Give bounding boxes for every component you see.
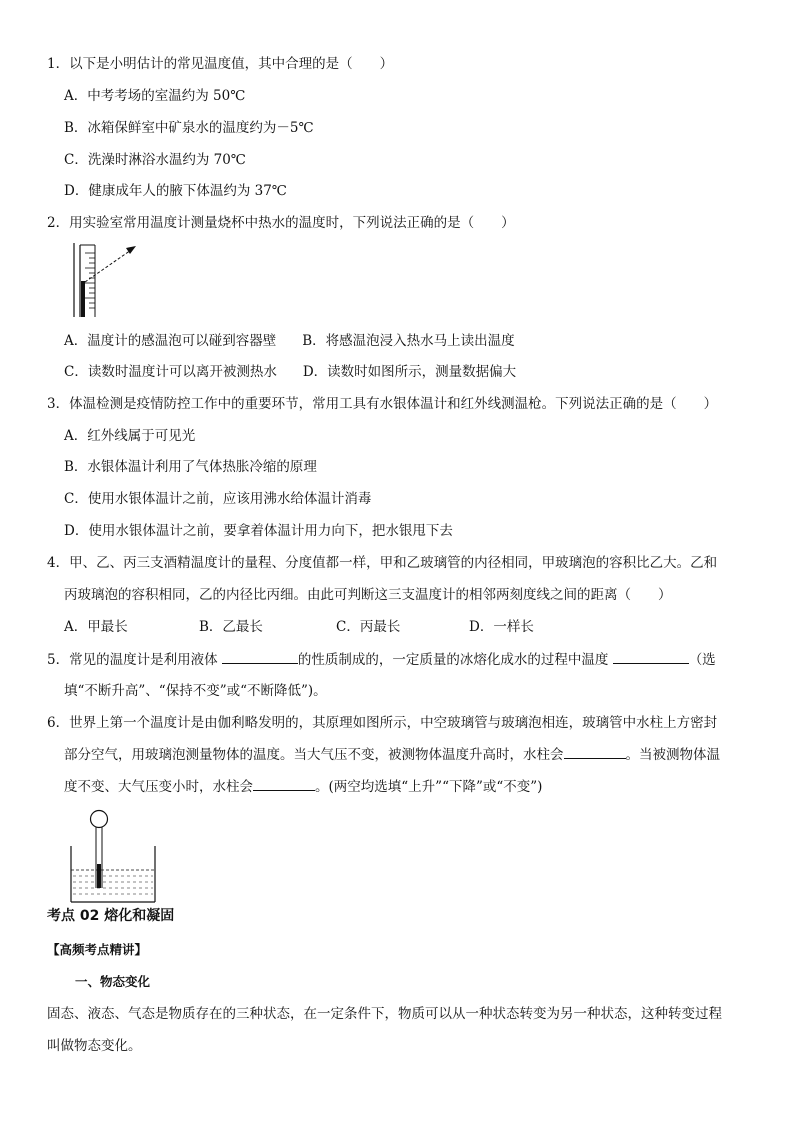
section-title: 考点 02 熔化和凝固 — [47, 908, 175, 924]
q4-option-b: B．乙最长 — [199, 619, 263, 635]
q6-line2 — [64, 744, 720, 765]
thermometer-reading-figure — [64, 241, 154, 319]
q5-line1 — [47, 649, 716, 670]
q6-blank-1[interactable] — [564, 744, 626, 759]
q6-blank-2[interactable] — [253, 776, 315, 791]
q2-option-d: D．读数时如图所示，测量数据偏大 — [302, 364, 517, 380]
q4-option-c: C．丙最长 — [336, 619, 401, 635]
q5-blank-2[interactable] — [613, 649, 689, 664]
q6-text-3a: 度不变、大气压变小时，水柱会 — [64, 779, 253, 795]
q5-text-1: 5．常见的温度计是利用液体 — [47, 652, 222, 668]
q4-line2: 丙玻璃泡的容积相同，乙的内径比丙细。由此可判断这三支温度计的相邻两刻度线之间的距离（ ） — [64, 587, 672, 603]
q5-blank-1[interactable] — [222, 649, 298, 664]
q1-stem: 1．以下是小明估计的常见温度值，其中合理的是（ ） — [47, 56, 394, 72]
q2-option-b: B．将感温泡浸入热水马上读出温度 — [302, 333, 515, 349]
q6-line1: 6．世界上第一个温度计是由伽利略发明的，其原理如图所示，中空玻璃管与玻璃泡相连，玻璃管中水柱上方密封 — [47, 715, 718, 731]
section-heading: 一、物态变化 — [75, 974, 151, 989]
q1-option-b: B．冰箱保鲜室中矿泉水的温度约为－5℃ — [64, 120, 314, 136]
q2-stem: 2．用实验室常用温度计测量烧杯中热水的温度时，下列说法正确的是（ ） — [47, 215, 515, 231]
q1-option-a: A．中考考场的室温约为 50℃ — [64, 88, 246, 104]
section-paragraph-line2: 叫做物态变化。 — [47, 1038, 142, 1054]
q4-line1: 4．甲、乙、丙三支酒精温度计的量程、分度值都一样，甲和乙玻璃管的内径相同，甲玻璃泡的容积比乙大。乙和 — [47, 555, 718, 571]
q5-line2: 填“不断升高”、“保持不变”或“不断降低”)。 — [64, 683, 327, 699]
q2-option-a: A．温度计的感温泡可以碰到容器壁 — [64, 333, 277, 349]
section-paragraph-line1: 固态、液态、气态是物质存在的三种状态，在一定条件下，物质可以从一种状态转变为另一种状态，这种转变过程 — [47, 1006, 722, 1022]
q3-stem: 3．体温检测是疫情防控工作中的重要环节，常用工具有水银体温计和红外线测温枪。下列说法正确的是（ ） — [47, 396, 718, 412]
q4-option-d: D．一样长 — [469, 619, 534, 635]
q6-text-2a: 部分空气，用玻璃泡测量物体的温度。当大气压不变，被测物体温度升高时，水柱会 — [64, 747, 564, 763]
q2-options-row2 — [64, 362, 516, 382]
section-subtitle: 【高频考点精讲】 — [47, 942, 148, 957]
q5-text-2: 的性质制成的，一定质量的冰熔化成水的过程中温度 — [297, 652, 613, 668]
q4-option-a: A．甲最长 — [64, 619, 128, 635]
q5-text-3: （选 — [688, 652, 716, 668]
q2-option-c: C．读数时温度计可以离开被测热水 — [64, 364, 277, 380]
q3-option-c: C．使用水银体温计之前，应该用沸水给体温计消毒 — [64, 491, 372, 507]
q4-options-row — [64, 617, 534, 637]
galileo-thermoscope-figure — [69, 806, 159, 906]
q6-text-2b: 。当被测物体温 — [625, 747, 720, 763]
q3-option-d: D．使用水银体温计之前，要拿着体温计用力向下，把水银甩下去 — [64, 523, 453, 539]
q1-option-d: D．健康成年人的腋下体温约为 37℃ — [64, 183, 287, 199]
q3-option-b: B．水银体温计利用了气体热胀冷缩的原理 — [64, 459, 317, 475]
q1-option-c: C．洗澡时淋浴水温约为 70℃ — [64, 152, 246, 168]
q6-text-3b: 。(两空均选填“上升”“下降”或“不变”) — [315, 779, 543, 795]
q6-line3 — [64, 776, 542, 797]
q3-option-a: A．红外线属于可见光 — [64, 428, 196, 444]
q2-options-row1 — [64, 331, 515, 351]
